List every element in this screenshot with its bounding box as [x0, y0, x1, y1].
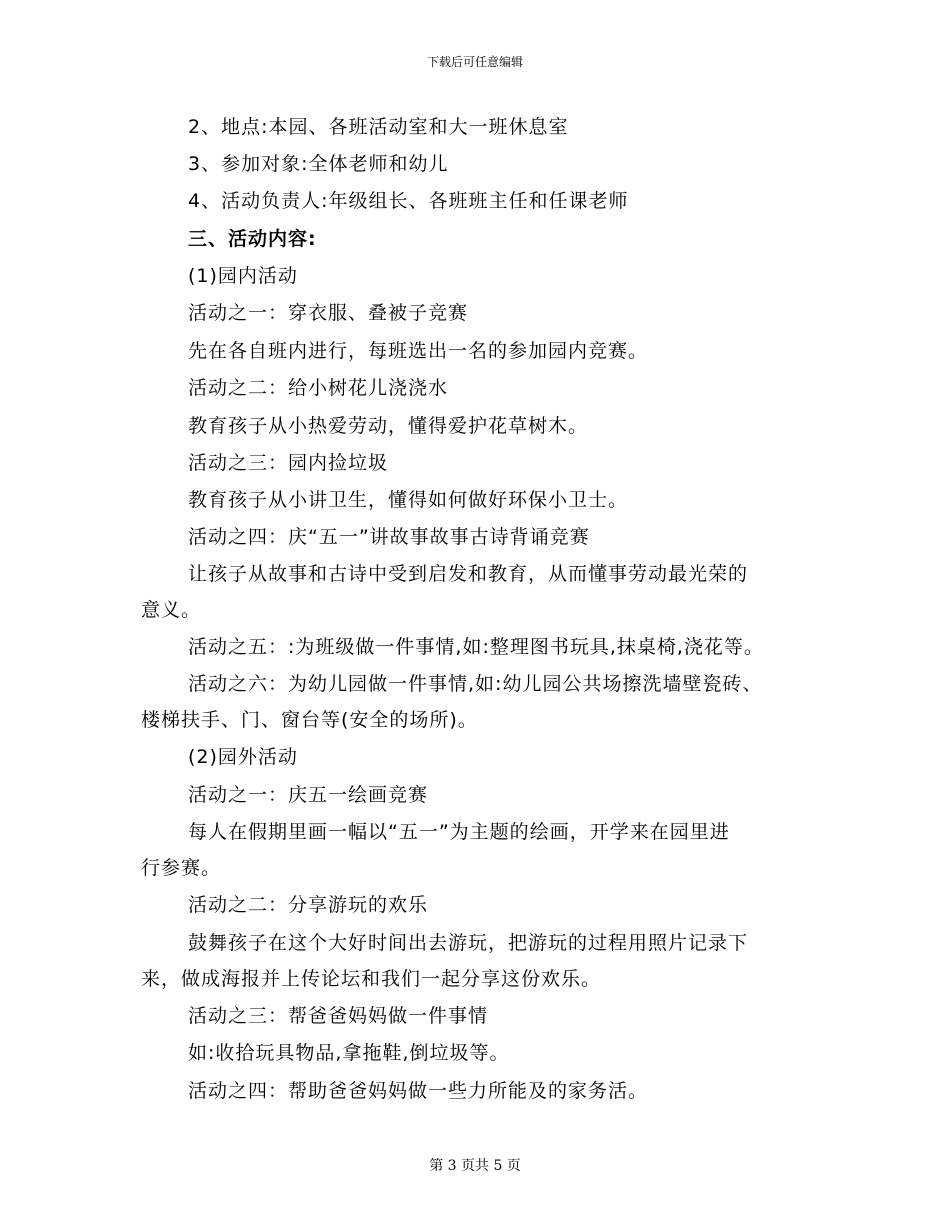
text-line-participants: 3、参加对象:全体老师和幼儿	[188, 153, 449, 175]
activity-title: 活动之六：为幼儿园做一件事情,如:幼儿园公共场擦洗墙壁瓷砖、	[188, 673, 763, 695]
activity-title: 活动之二：分享游玩的欢乐	[188, 894, 429, 916]
activity-description-continued: 意义。	[141, 599, 202, 621]
activity-title: 活动之三：园内捡垃圾	[188, 452, 389, 474]
activity-title: 活动之四：帮助爸爸妈妈做一些力所能及的家务活。	[188, 1080, 649, 1102]
activity-title: 活动之一：穿衣服、叠被子竞赛	[188, 302, 469, 324]
subsection-heading-indoor: (1)园内活动	[188, 265, 298, 287]
activity-description: 教育孩子从小热爱劳动，懂得爱护花草树木。	[188, 415, 589, 437]
activity-description: 如:收拾玩具物品,拿拖鞋,倒垃圾等。	[188, 1042, 510, 1064]
activity-description: 先在各自班内进行，每班选出一名的参加园内竞赛。	[188, 340, 649, 362]
activity-description: 鼓舞孩子在这个大好时间出去游玩，把游玩的过程用照片记录下	[188, 932, 749, 954]
activity-description-continued: 行参赛。	[141, 857, 222, 879]
page-footer: 第 3 页共 5 页	[429, 1158, 521, 1174]
activity-description-continued: 来，做成海报并上传论坛和我们一起分享这份欢乐。	[141, 968, 602, 990]
page-header: 下载后可任意编辑	[426, 55, 523, 69]
activity-title: 活动之四：庆“五一”讲故事故事古诗背诵竞赛	[188, 526, 590, 548]
subsection-heading-outdoor: (2)园外活动	[188, 746, 298, 768]
activity-title: 活动之二：给小树花儿浇浇水	[188, 377, 449, 399]
text-line-responsible: 4、活动负责人:年级组长、各班班主任和任课老师	[188, 190, 629, 212]
activity-description: 每人在假期里画一幅以“五一”为主题的绘画，开学来在园里进	[188, 821, 730, 843]
section-heading-content: 三、活动内容:	[188, 228, 317, 250]
activity-title: 活动之一：庆五一绘画竞赛	[188, 784, 429, 806]
activity-description: 让孩子从故事和古诗中受到启发和教育，从而懂事劳动最光荣的	[188, 563, 749, 585]
activity-description-continued: 楼梯扶手、门、窗台等(安全的场所)。	[141, 709, 478, 731]
text-line-location: 2、地点:本园、各班活动室和大一班休息室	[188, 116, 569, 138]
activity-title: 活动之三：帮爸爸妈妈做一件事情	[188, 1005, 489, 1027]
activity-title: 活动之五：:为班级做一件事情,如:整理图书玩具,抹桌椅,浇花等。	[188, 636, 764, 658]
activity-description: 教育孩子从小讲卫生，懂得如何做好环保小卫士。	[188, 489, 629, 511]
